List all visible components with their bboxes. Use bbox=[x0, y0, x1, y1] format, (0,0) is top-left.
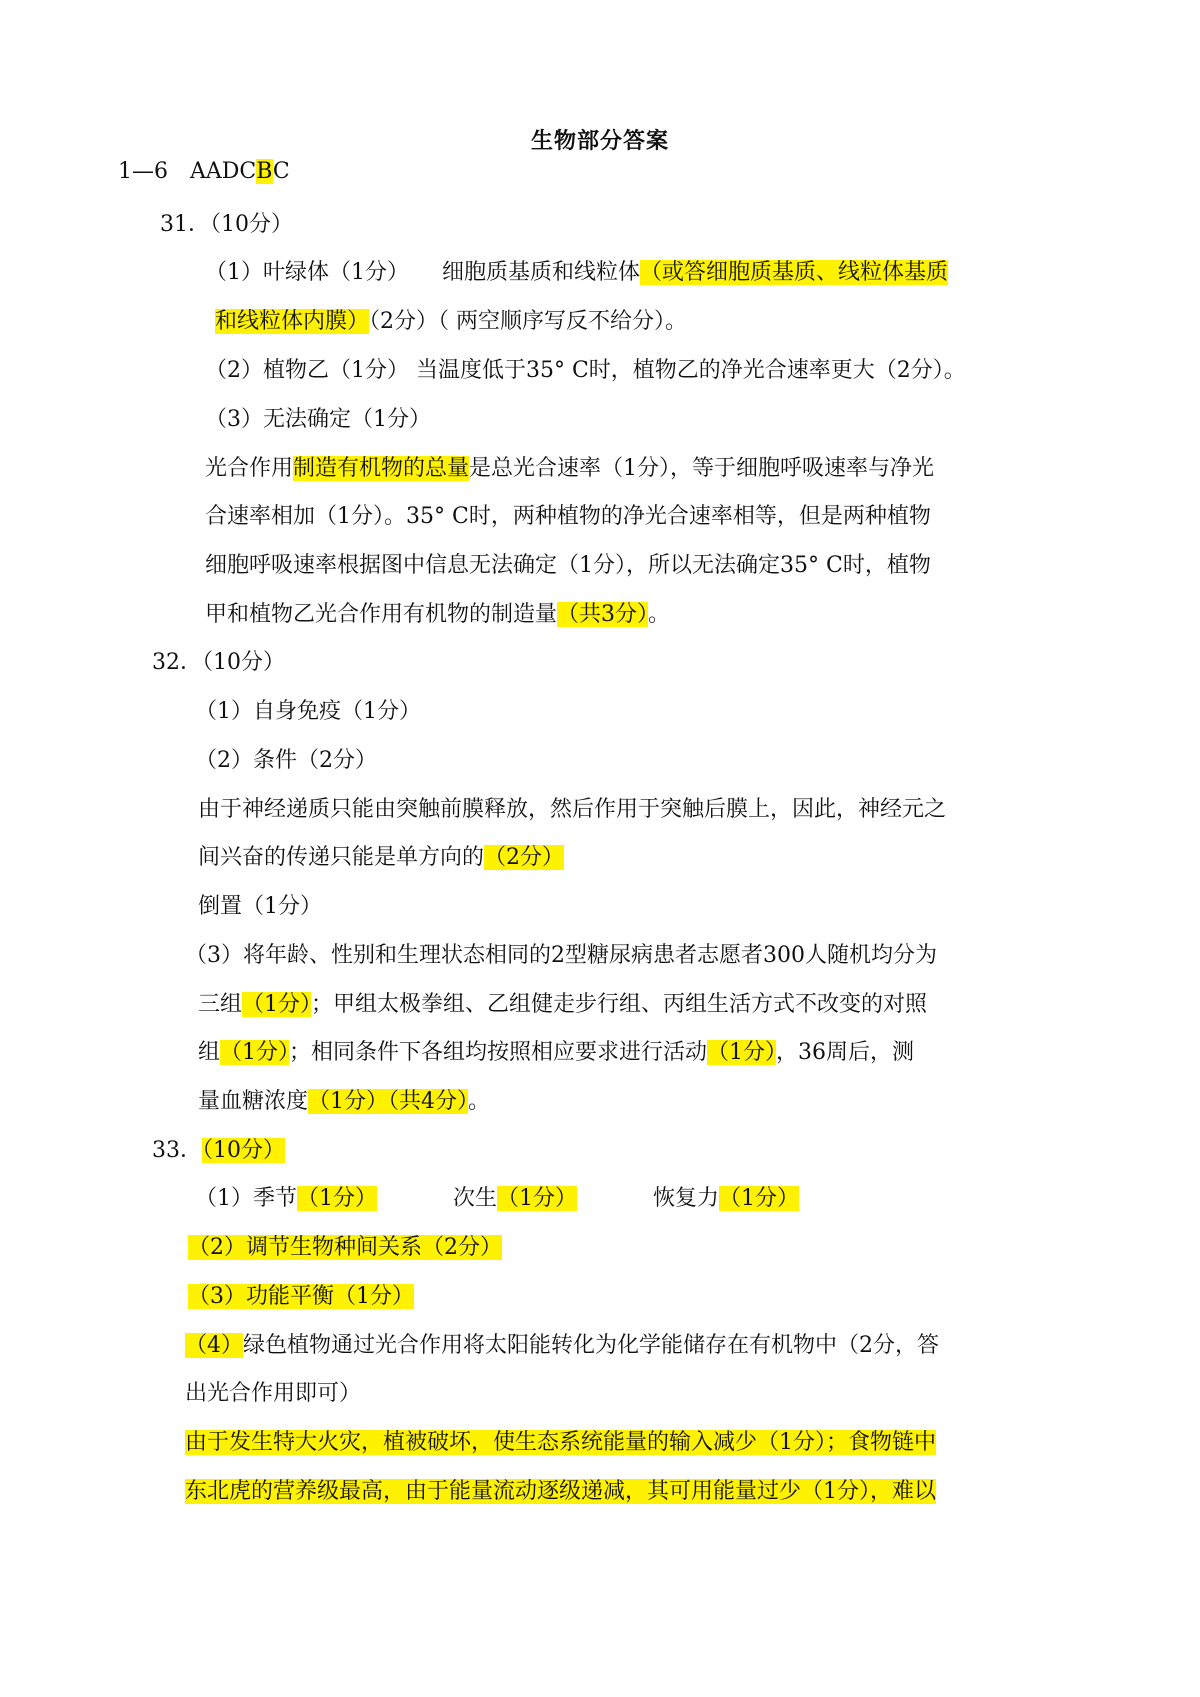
q32-line-9-highlight: （1分）（共4分） bbox=[308, 1089, 469, 1114]
q33-line-7-highlight: 东北虎的营养级最高，由于能量流动逐级递减，其可用能量过少（1分），难以 bbox=[185, 1479, 936, 1504]
q33-line-6 bbox=[185, 1428, 936, 1458]
q33-line-1-highlight-c: （1分） bbox=[719, 1186, 800, 1211]
q33-line-3-highlight: （3）功能平衡（1分） bbox=[188, 1284, 414, 1309]
q31-line-8 bbox=[205, 600, 670, 630]
q31-line-2-text: （2分）（ 两空顺序写反不给分）。 bbox=[369, 309, 688, 334]
q32-line-8 bbox=[198, 1038, 914, 1068]
q32-line-8-highlight-b: （1分） bbox=[707, 1040, 777, 1065]
q32-line-1: （1）自身免疫（1分） bbox=[195, 699, 421, 724]
mc-answers bbox=[118, 157, 290, 187]
q32-line-6: （3）将年龄、性别和生理状态相同的2型糖尿病患者志愿者300人随机均分为 bbox=[185, 943, 937, 968]
q33-line-2 bbox=[188, 1233, 502, 1263]
q33-line-1-highlight-b: （1分） bbox=[497, 1186, 578, 1211]
q33-line-4-highlight: （4） bbox=[185, 1333, 243, 1358]
q31-line-5-text-b: 是总光合速率（1分），等于细胞呼吸速率与净光 bbox=[469, 456, 935, 481]
q32-line-7-highlight: （1分） bbox=[242, 992, 312, 1017]
q31-line-1-highlight: （或答细胞质基质、线粒体基质 bbox=[640, 260, 949, 285]
q33-line-2-highlight: （2）调节生物种间关系（2分） bbox=[188, 1235, 502, 1260]
q33-heading-number: 33． bbox=[152, 1138, 202, 1163]
q32-line-7 bbox=[198, 990, 927, 1020]
q32-line-3: 由于神经递质只能由突触前膜释放，然后作用于突触后膜上，因此，神经元之 bbox=[198, 797, 947, 822]
q33-line-3 bbox=[188, 1282, 414, 1312]
q32-line-9-text: 量血糖浓度 bbox=[198, 1089, 309, 1114]
q33-heading bbox=[152, 1136, 285, 1166]
mc-answers-suffix: C bbox=[272, 159, 290, 184]
q33-line-1-highlight-a: （1分） bbox=[297, 1186, 377, 1211]
q31-line-8-highlight: （共3分） bbox=[557, 602, 649, 627]
q33-line-1-text-c: 恢复力 bbox=[653, 1186, 720, 1211]
q31-line-2 bbox=[215, 307, 687, 337]
q31-line-8-text: 甲和植物乙光合作用有机物的制造量 bbox=[205, 602, 558, 627]
q33-line-4-text: 绿色植物通过光合作用将太阳能转化为化学能储存在有机物中（2分，答 bbox=[243, 1333, 939, 1358]
q32-line-9-end: 。 bbox=[468, 1089, 491, 1114]
q31-line-2-highlight: 和线粒体内膜） bbox=[215, 309, 370, 334]
q33-line-1-text-b: 次生 bbox=[453, 1186, 498, 1211]
q33-line-1-text-a: （1）季节 bbox=[195, 1186, 297, 1211]
mc-answers-highlight: B bbox=[256, 159, 273, 184]
q32-line-8-text-a: 组 bbox=[198, 1040, 221, 1065]
q33-line-1 bbox=[195, 1184, 799, 1214]
q31-line-5-text-a: 光合作用 bbox=[205, 456, 294, 481]
q31-line-8-end: 。 bbox=[648, 602, 671, 627]
q31-line-1 bbox=[205, 258, 948, 288]
q31-line-4: （3）无法确定（1分） bbox=[205, 407, 431, 432]
q32-line-4-highlight: （2分） bbox=[484, 845, 565, 870]
q31-line-1-text: （1）叶绿体（1分） 细胞质基质和线粒体 bbox=[205, 260, 640, 285]
q32-line-7-text-a: 三组 bbox=[198, 992, 243, 1017]
q33-heading-score: （10分） bbox=[202, 1138, 285, 1163]
q31-line-3: （2）植物乙（1分） 当温度低于35° C时，植物乙的净光合速率更大（2分）。 bbox=[205, 358, 966, 383]
q32-line-4-text: 间兴奋的传递只能是单方向的 bbox=[198, 845, 485, 870]
q32-line-2: （2）条件（2分） bbox=[195, 748, 377, 773]
q31-line-6: 合速率相加（1分）。35° C时，两种植物的净光合速率相等，但是两种植物 bbox=[205, 504, 931, 529]
q32-line-9 bbox=[198, 1087, 490, 1117]
q31-line-7: 细胞呼吸速率根据图中信息无法确定（1分），所以无法确定35° C时，植物 bbox=[205, 553, 931, 578]
mc-answers-prefix: 1—6 AADC bbox=[118, 159, 257, 184]
q33-line-4 bbox=[185, 1331, 939, 1361]
page-title: 生物部分答案 bbox=[530, 128, 669, 154]
q32-line-5: 倒置（1分） bbox=[198, 894, 322, 919]
q32-line-8-text-b: ；相同条件下各组均按照相应要求进行活动 bbox=[289, 1040, 708, 1065]
q32-heading: 32．（10分） bbox=[152, 650, 285, 675]
q32-line-7-text-b: ；甲组太极拳组、乙组健走步行组、丙组生活方式不改变的对照 bbox=[311, 992, 928, 1017]
q31-heading: 31．（10分） bbox=[160, 212, 293, 237]
q31-line-5-highlight: 制造有机物的总量 bbox=[293, 456, 470, 481]
q31-line-5 bbox=[205, 454, 934, 484]
q32-line-4 bbox=[198, 843, 564, 873]
q32-line-8-text-c: ，36周后，测 bbox=[776, 1040, 915, 1065]
q33-line-7 bbox=[185, 1477, 936, 1507]
q33-line-6-highlight: 由于发生特大火灾，植被破坏，使生态系统能量的输入减少（1分）；食物链中 bbox=[185, 1430, 936, 1455]
q33-line-5: 出光合作用即可） bbox=[185, 1381, 362, 1406]
q32-line-8-highlight-a: （1分） bbox=[220, 1040, 290, 1065]
